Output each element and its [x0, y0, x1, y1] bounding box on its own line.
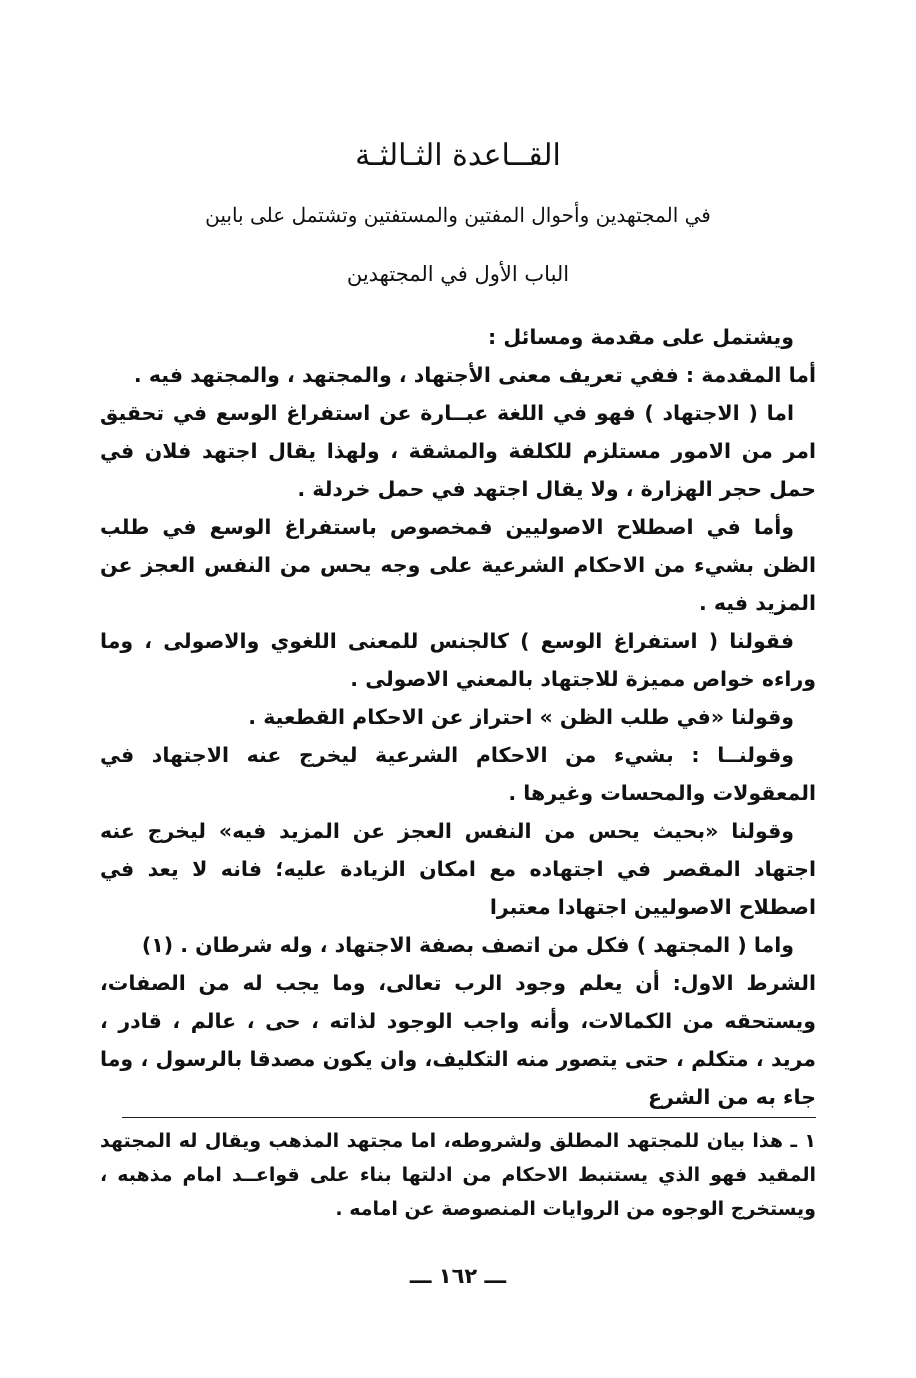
body-paragraph: وقولنا «بحيث يحس من النفس العجز عن المزيد فيه» ليخرج عنه اجتهاد المقصر في اجتهاده مع امكان الزيادة عليه؛ فانه لا يعد في اصطلاح الاصوليين اجتهادا معتبرا	[100, 819, 816, 919]
chapter-heading: الباب الأول في المجتهدين	[346, 262, 570, 286]
footnote	[100, 1124, 816, 1226]
body-paragraph: الشرط الاول: أن يعلم وجود الرب تعالى، وما يجب له من الصفات، ويستحقه من الكمالات، وأنه واجب الوجود لذاته ، حى ، عالم ، قادر ، مريد ، متكلم ، حتى يتصور منه التكليف، وان يكون مصدقا بالرسول ، وما جاء به من الشرع	[100, 971, 816, 1109]
body-paragraph: وأما في اصطلاح الاصوليين فمخصوص باستفراغ الوسع في طلب الظن بشيء من الاحكام الشرعية على وجه يحس من النفس العجز عن المزيد فيه .	[100, 515, 816, 615]
body-paragraph: واما ( المجتهد ) فكل من اتصف بصفة الاجتهاد ، وله شرطان . (١)	[141, 933, 794, 957]
body-paragraph: ويشتمل على مقدمة ومسائل :	[488, 325, 794, 349]
body-paragraph: فقولنا ( استفراغ الوسع ) كالجنس للمعنى اللغوي والاصولى ، وما وراءه خواص مميزة للاجتهاد بالمعني الاصولى .	[100, 629, 816, 691]
page-title: القــاعدة الثـالثـة	[355, 138, 561, 173]
section-subtitle: في المجتهدين وأحوال المفتين والمستفتين وتشتمل على بابين	[205, 203, 711, 227]
page-number: ـــ ١٦٢ ـــ	[409, 1264, 507, 1288]
body-paragraph: أما المقدمة : ففي تعريف معنى الأجتهاد ، والمجتهد ، والمجتهد فيه .	[133, 363, 816, 387]
body-paragraph: وقولنــا : بشيء من الاحكام الشرعية ليخرج عنه الاجتهاد في المعقولات والمحسات وغيرها .	[100, 743, 816, 805]
body-text	[100, 318, 816, 1116]
body-paragraph: وقولنا «في طلب الظن » احتراز عن الاحكام القطعية .	[248, 705, 794, 729]
body-paragraph: اما ( الاجتهاد ) فهو في اللغة عبــارة عن استفراغ الوسع في تحقيق امر من الامور مستلزم للكلفة والمشقة ، ولهذا يقال اجتهد فلان في حمل حجر الهزارة ، ولا يقال اجتهد في حمل خردلة .	[100, 401, 816, 501]
footnote-divider	[122, 1117, 816, 1118]
footnote-text: ١ ـ هذا بيان للمجتهد المطلق ولشروطه، اما مجتهد المذهب ويقال له المجتهد المقيد فهو الذي يستنبط الاحكام من ادلتها بناء على قواعــد امام مذهبه ، ويستخرج الوجوه من الروايات المنصوصة عن امامه .	[100, 1130, 816, 1220]
